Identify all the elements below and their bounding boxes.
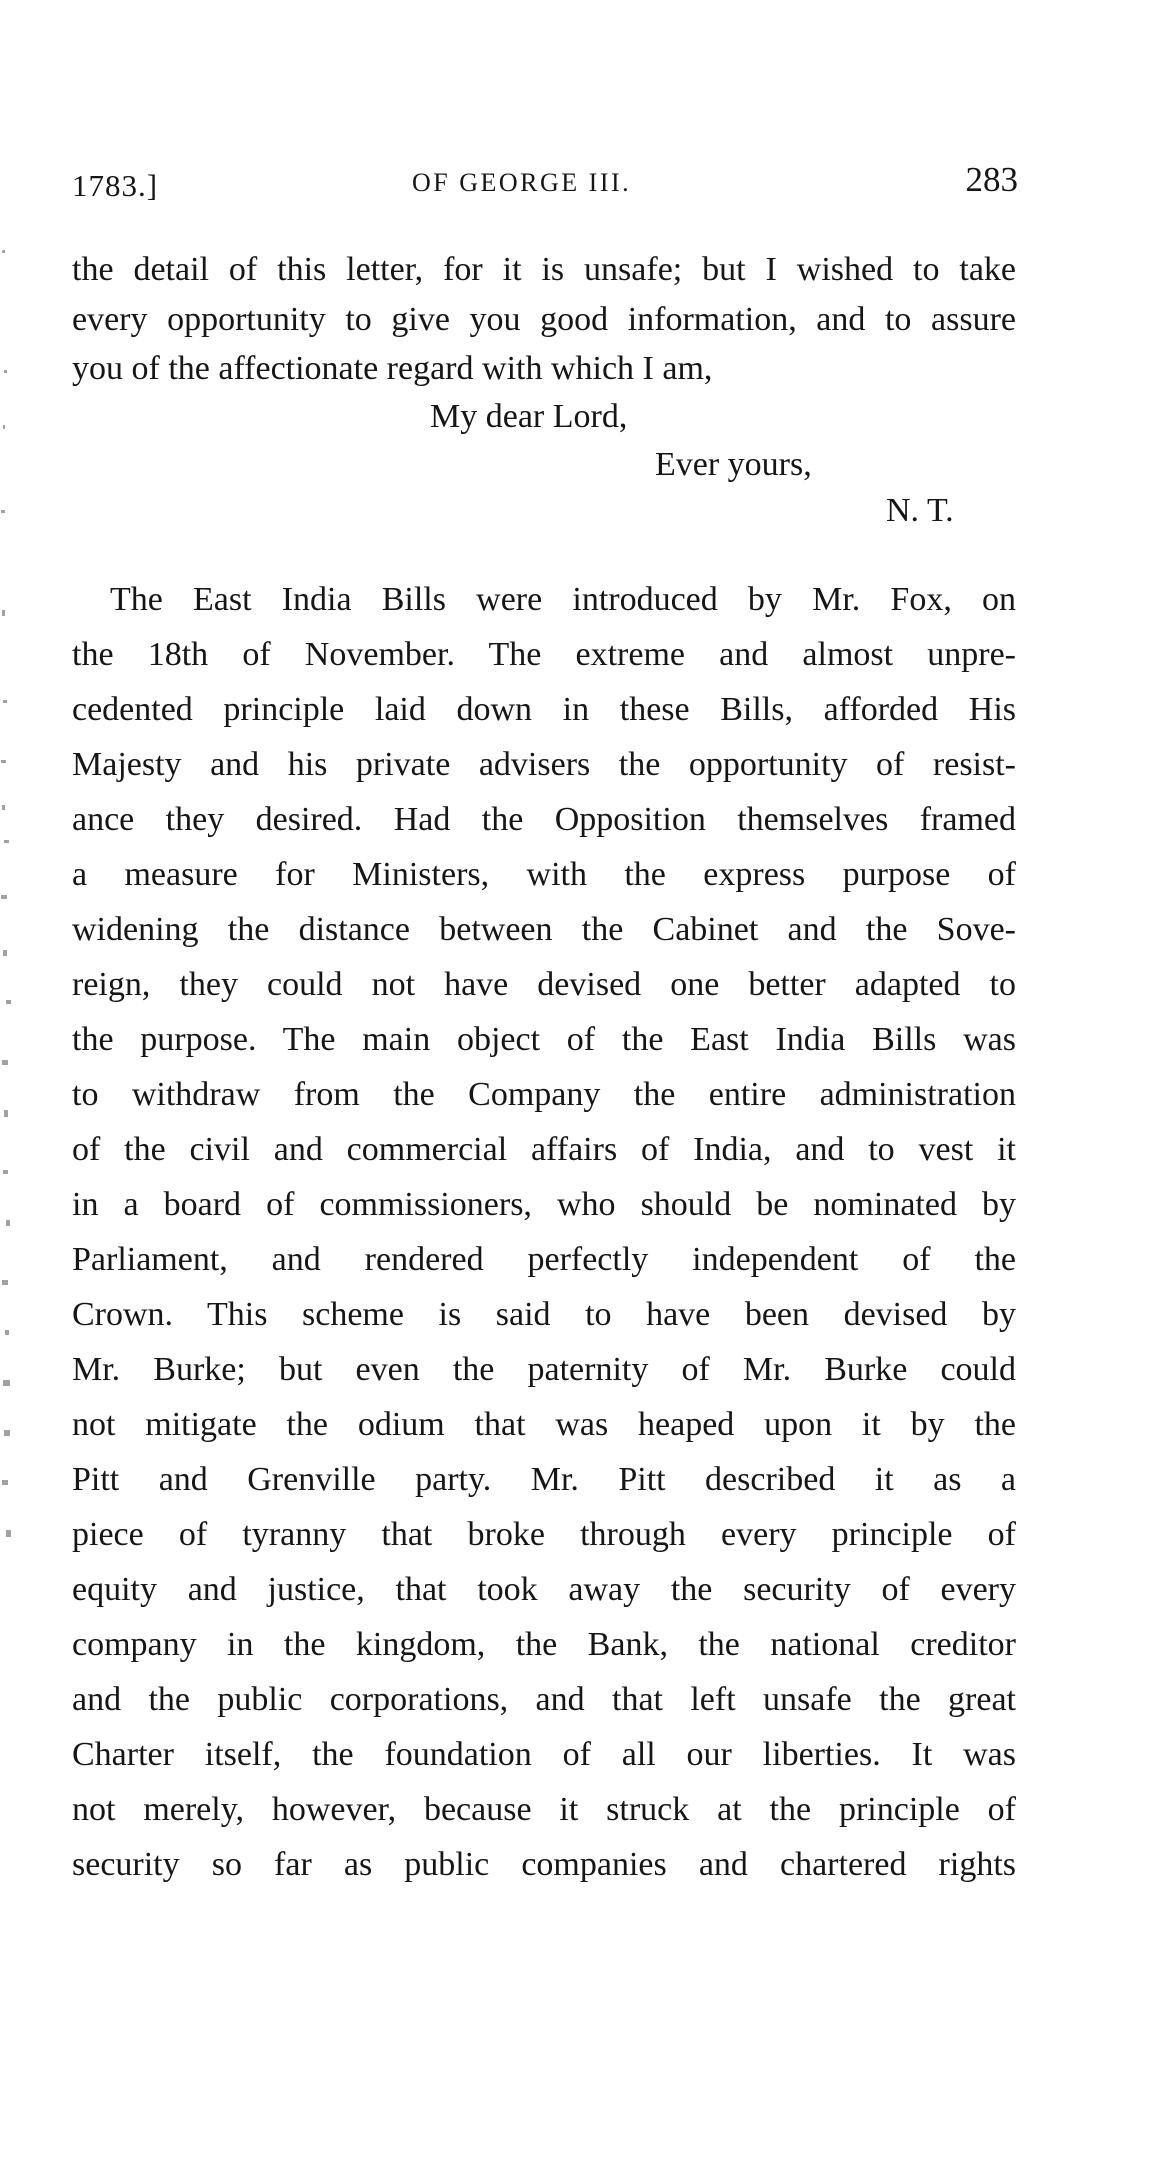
paragraph-line: not mitigate the odium that was heaped upon it by the xyxy=(72,1406,1016,1443)
paragraph-line: cedented principle laid down in these Bills, afforded His xyxy=(72,691,1016,728)
paragraph-line: a measure for Ministers, with the express purpose of xyxy=(72,856,1016,893)
paragraph-line: Majesty and his private advisers the opportunity of resist- xyxy=(72,746,1016,783)
paragraph-line: and the public corporations, and that left unsafe the great xyxy=(72,1681,1016,1718)
running-head-year: 1783.] xyxy=(72,168,159,203)
letter-valediction: Ever yours, xyxy=(655,446,812,483)
paragraph-line: reign, they could not have devised one better adapted to xyxy=(72,966,1016,1003)
paragraph-line: Pitt and Grenville party. Mr. Pitt described it as a xyxy=(72,1461,1016,1498)
margin-bleed-through xyxy=(0,180,60,2080)
letter-salutation: My dear Lord, xyxy=(430,398,628,435)
running-head-title: OF GEORGE III. xyxy=(412,168,632,197)
letter-line: the detail of this letter, for it is unsafe; but I wished to take xyxy=(72,251,1016,288)
paragraph-line: equity and justice, that took away the security of every xyxy=(72,1571,1016,1608)
paragraph-line: piece of tyranny that broke through every principle of xyxy=(72,1516,1016,1553)
page-number: 283 xyxy=(965,160,1018,199)
paragraph-line: in a board of commissioners, who should be nominated by xyxy=(72,1186,1016,1223)
paragraph-line: Crown. This scheme is said to have been devised by xyxy=(72,1296,1016,1333)
paragraph-line: Charter itself, the foundation of all our liberties. It was xyxy=(72,1736,1016,1773)
paragraph-line: Parliament, and rendered perfectly independent of the xyxy=(72,1241,1016,1278)
paragraph-line: of the civil and commercial affairs of India, and to vest it xyxy=(72,1131,1016,1168)
paragraph-line: the 18th of November. The extreme and almost unpre- xyxy=(72,636,1016,673)
paragraph-line: security so far as public companies and chartered rights xyxy=(72,1846,1016,1883)
paragraph-line: not merely, however, because it struck at the principle of xyxy=(72,1791,1016,1828)
paragraph-line: The East India Bills were introduced by Mr. Fox, on xyxy=(110,581,1016,618)
paragraph-line: widening the distance between the Cabinet and the Sove- xyxy=(72,911,1016,948)
letter-line: every opportunity to give you good information, and to assure xyxy=(72,301,1016,338)
paragraph-line: to withdraw from the Company the entire administration xyxy=(72,1076,1016,1113)
running-head xyxy=(72,160,1018,210)
paragraph-line: Mr. Burke; but even the paternity of Mr. Burke could xyxy=(72,1351,1016,1388)
letter-signature: N. T. xyxy=(886,492,954,529)
paragraph-line: ance they desired. Had the Opposition themselves framed xyxy=(72,801,1016,838)
paragraph-line: company in the kingdom, the Bank, the national creditor xyxy=(72,1626,1016,1663)
letter-line: you of the affectionate regard with which I am, xyxy=(72,350,713,387)
paragraph-line: the purpose. The main object of the East India Bills was xyxy=(72,1021,1016,1058)
